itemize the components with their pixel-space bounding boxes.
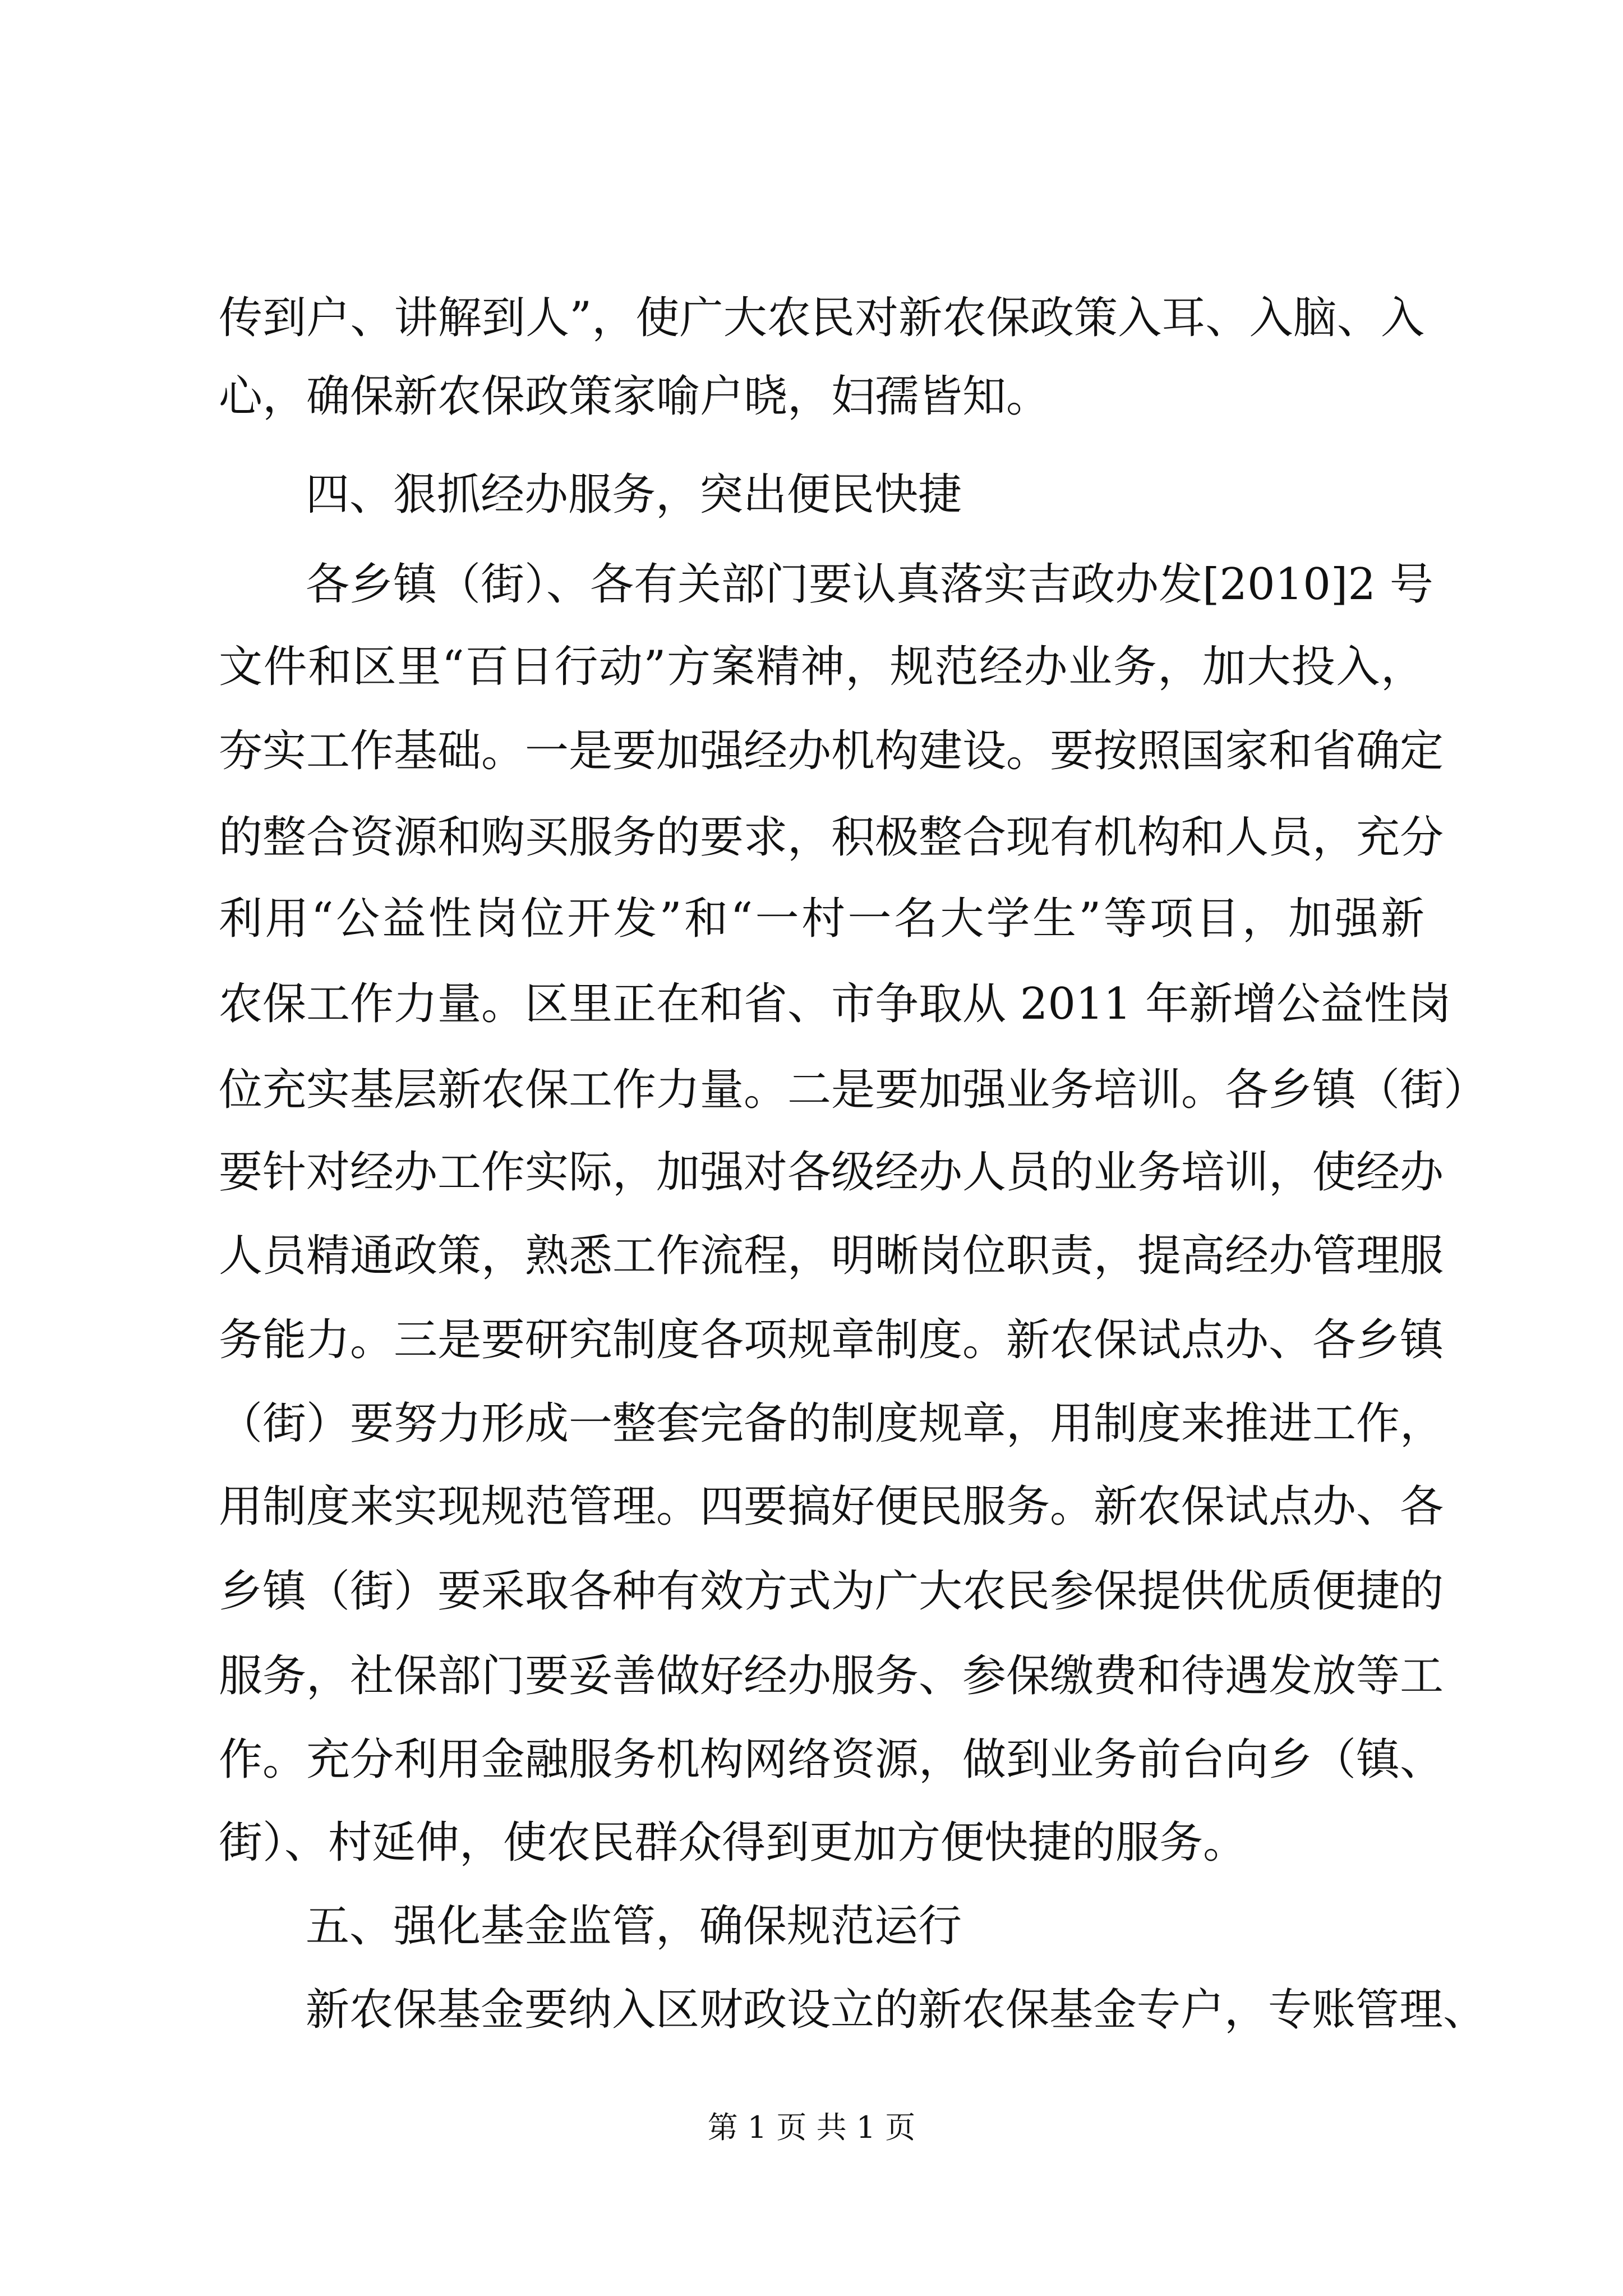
paragraph-line: 服务，社保部门要妥善做好经办服务、参保缴费和待遇发放等工 [219, 1651, 1444, 1701]
paragraph-line: 人员精通政策，熟悉工作流程，明晰岗位职责，提高经办管理服 [219, 1231, 1444, 1281]
paragraph-line: 新农保基金要纳入区财政设立的新农保基金专户，专账管理、 [306, 1985, 1487, 2035]
paragraph-line: 要针对经办工作实际，加强对各级经办人员的业务培训，使经办 [219, 1147, 1444, 1198]
paragraph-line: 用制度来实现规范管理。四要搞好便民服务。新农保试点办、各 [219, 1481, 1444, 1532]
page-footer: 第 1 页 共 1 页 [707, 2110, 916, 2145]
paragraph-line: （街）要努力形成一整套完备的制度规章，用制度来推进工作， [219, 1398, 1444, 1449]
section-heading: 五、强化基金监管，确保规范运行 [306, 1901, 962, 1952]
paragraph-line: 乡镇（街）要采取各种有效方式为广大农民参保提供优质便捷的 [219, 1566, 1444, 1617]
paragraph-line: 位充实基层新农保工作力量。二是要加强业务培训。各乡镇（街） [219, 1065, 1488, 1115]
paragraph-line: 务能力。三是要研究制度各项规章制度。新农保试点办、各乡镇 [219, 1315, 1444, 1365]
paragraph-line: 夯实工作基础。一是要加强经办机构建设。要按照国家和省确定 [219, 726, 1444, 776]
paragraph-line: 文件和区里“百日行动”方案精神，规范经办业务，加大投入， [219, 642, 1424, 692]
paragraph-line: 农保工作力量。区里正在和省、市争取从 2011 年新增公益性岗 [219, 979, 1452, 1029]
paragraph-line: 心，确保新农保政策家喻户晓，妇孺皆知。 [219, 371, 1050, 422]
section-heading: 四、狠抓经办服务，突出便民快捷 [306, 470, 962, 520]
paragraph-line: 各乡镇（街）、各有关部门要认真落实吉政办发[2010]2 号 [306, 559, 1433, 610]
paragraph-line: 街）、村延伸，使农民群众得到更加方便快捷的服务。 [219, 1818, 1247, 1868]
paragraph-line: 传到户、讲解到人”，使广大农民对新农保政策入耳、入脑、入 [219, 293, 1424, 343]
paragraph-line: 利用“公益性岗位开发”和“一村一名大学生”等项目，加强新 [219, 894, 1424, 944]
paragraph-line: 作。充分利用金融服务机构网络资源，做到业务前台向乡（镇、 [219, 1734, 1444, 1785]
paragraph-line: 的整合资源和购买服务的要求，积极整合现有机构和人员，充分 [219, 812, 1444, 863]
